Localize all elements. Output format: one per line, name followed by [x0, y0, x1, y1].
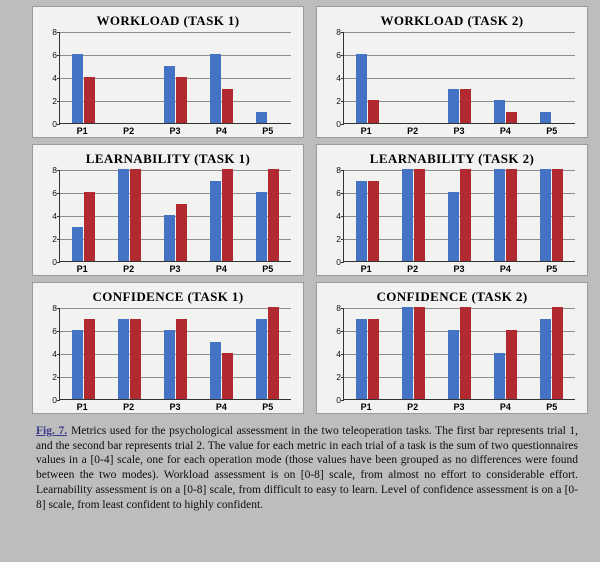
x-axis-tick-label: P5: [262, 402, 274, 412]
x-axis-tick-label: P4: [215, 264, 227, 274]
bar-group: [402, 32, 425, 123]
plot-area: [52, 303, 291, 405]
bar-trial2: [368, 100, 379, 123]
bar-group: [72, 308, 95, 399]
bar-group: [356, 170, 379, 261]
bar-group: [72, 32, 95, 123]
chart-panel: [316, 282, 588, 414]
y-axis-tick-label: 2: [336, 234, 341, 244]
bar-trial2: [552, 307, 563, 399]
bar-trial1: [356, 319, 367, 400]
bar-trial2: [506, 169, 517, 261]
x-axis-labels: [343, 264, 575, 274]
y-axis-tick-label: 6: [336, 326, 341, 336]
bar-trial1: [540, 112, 551, 124]
bar-trial1: [356, 54, 367, 123]
bar-trial1: [210, 181, 221, 262]
chart-panel: [32, 282, 304, 414]
x-axis-tick-label: P1: [360, 264, 372, 274]
chart-title: CONFIDENCE (TASK 1): [92, 289, 244, 304]
bar-group: [256, 308, 279, 399]
chart-title: LEARNABILITY (TASK 1): [85, 151, 251, 166]
bar-trial1: [540, 169, 551, 261]
x-axis-tick-label: P5: [546, 126, 558, 136]
y-axis-tick-label: 8: [52, 303, 57, 313]
x-axis-tick-label: P3: [169, 402, 181, 412]
bar-trial2: [368, 181, 379, 262]
bar-group: [210, 170, 233, 261]
y-axis-tick-label: 2: [52, 96, 57, 106]
bar-trial2: [222, 169, 233, 261]
y-axis-tick-label: 6: [336, 50, 341, 60]
y-axis-tick-label: 6: [52, 50, 57, 60]
x-axis-tick-label: P3: [453, 402, 465, 412]
y-axis-tick-label: 0: [336, 119, 341, 129]
x-axis-tick-label: P4: [215, 402, 227, 412]
bar-group: [402, 308, 425, 399]
bar-trial2: [414, 307, 425, 399]
y-axis-tick-label: 2: [336, 96, 341, 106]
x-axis-tick-label: P1: [360, 402, 372, 412]
y-axis-tick-label: 0: [52, 119, 57, 129]
x-axis-labels: [59, 402, 291, 412]
bar-group: [210, 32, 233, 123]
y-axis-tick-label: 8: [52, 165, 57, 175]
bar-trial2: [368, 319, 379, 400]
figure-label: Fig. 7.: [36, 425, 68, 437]
x-axis-tick-label: P3: [169, 126, 181, 136]
x-axis-tick-label: P4: [215, 126, 227, 136]
bar-trial2: [268, 307, 279, 399]
y-axis-tick-mark: [57, 124, 60, 125]
chart-grid: [32, 6, 590, 414]
plot-area: [52, 27, 291, 129]
plot-area: [52, 165, 291, 267]
y-axis-tick-label: 8: [336, 165, 341, 175]
bar-group: [256, 32, 279, 123]
chart-title: CONFIDENCE (TASK 2): [376, 289, 528, 304]
bar-group: [402, 170, 425, 261]
bar-trial2: [176, 319, 187, 400]
bar-trial2: [130, 319, 141, 400]
x-axis-tick-label: P2: [123, 264, 135, 274]
bar-trial1: [448, 192, 459, 261]
bar-trial1: [448, 330, 459, 399]
x-axis-tick-label: P2: [407, 402, 419, 412]
bar-group: [164, 32, 187, 123]
bar-group: [540, 32, 563, 123]
bar-trial1: [494, 169, 505, 261]
chart-panel: [316, 144, 588, 276]
x-axis-tick-label: P1: [360, 126, 372, 136]
bar-trial1: [494, 353, 505, 399]
x-axis-tick-label: P5: [546, 264, 558, 274]
bar-group: [118, 170, 141, 261]
y-axis-tick-label: 8: [336, 27, 341, 37]
bar-groups: [344, 308, 575, 399]
x-axis-labels: [59, 126, 291, 136]
bar-trial2: [84, 77, 95, 123]
bar-trial1: [494, 100, 505, 123]
bar-group: [356, 308, 379, 399]
y-axis-tick-label: 0: [336, 395, 341, 405]
x-axis-tick-label: P4: [499, 402, 511, 412]
chart-title: WORKLOAD (TASK 1): [96, 13, 240, 28]
y-axis-tick-label: 2: [336, 372, 341, 382]
bar-trial2: [84, 319, 95, 400]
bar-trial2: [506, 112, 517, 124]
y-axis-tick-label: 4: [52, 349, 57, 359]
bar-trial1: [256, 192, 267, 261]
bar-trial2: [460, 169, 471, 261]
bar-trial2: [460, 89, 471, 124]
bar-trial2: [222, 353, 233, 399]
bar-groups: [60, 32, 291, 123]
bar-trial2: [222, 89, 233, 124]
bar-trial1: [210, 342, 221, 400]
y-axis-tick-mark: [341, 124, 344, 125]
y-axis-tick-label: 8: [52, 27, 57, 37]
bar-trial1: [256, 112, 267, 124]
x-axis-tick-label: P2: [123, 126, 135, 136]
chart-panel: [32, 6, 304, 138]
bar-group: [448, 170, 471, 261]
bar-group: [448, 308, 471, 399]
y-axis-tick-label: 0: [336, 257, 341, 267]
bar-trial1: [164, 66, 175, 124]
x-axis-tick-label: P3: [453, 264, 465, 274]
bar-trial1: [118, 169, 129, 261]
bar-group: [494, 32, 517, 123]
bar-groups: [60, 308, 291, 399]
x-axis-tick-label: P1: [76, 264, 88, 274]
bar-group: [210, 308, 233, 399]
bar-group: [72, 170, 95, 261]
y-axis-tick-label: 4: [336, 73, 341, 83]
bar-groups: [344, 32, 575, 123]
bar-trial1: [72, 54, 83, 123]
bar-trial1: [402, 307, 413, 399]
x-axis-tick-label: P4: [499, 126, 511, 136]
x-axis-tick-label: P2: [407, 126, 419, 136]
bar-trial2: [414, 169, 425, 261]
bar-trial2: [130, 169, 141, 261]
bar-trial1: [164, 215, 175, 261]
bar-groups: [60, 170, 291, 261]
chart-title: WORKLOAD (TASK 2): [380, 13, 524, 28]
bar-trial1: [540, 319, 551, 400]
x-axis-tick-label: P5: [546, 402, 558, 412]
x-axis-tick-label: P1: [76, 126, 88, 136]
y-axis-tick-label: 4: [336, 349, 341, 359]
bar-trial1: [72, 227, 83, 262]
x-axis-labels: [59, 264, 291, 274]
y-axis-tick-label: 6: [336, 188, 341, 198]
bar-trial2: [268, 169, 279, 261]
bar-trial1: [210, 54, 221, 123]
y-axis-tick-mark: [341, 262, 344, 263]
bar-group: [494, 170, 517, 261]
y-axis-tick-label: 0: [52, 395, 57, 405]
bar-trial1: [256, 319, 267, 400]
bar-group: [118, 308, 141, 399]
bar-group: [356, 32, 379, 123]
bar-group: [540, 308, 563, 399]
figure-caption: [36, 424, 578, 512]
figure-caption-text: Metrics used for the psychological assessment in the two teleoperation tasks. The first bar represents trial 1, and the second bar represents trial 2. The value for each metric in each trial of a task is the sum of two questionnaires values in a [0-4] scale, one for each operation mode (those values have been grouped as no differences were found between the two modes). Workload assessment is on [0-8] scale, from almost no effort to considerable effort. Learnability assessment is on a [0-8] scale, from difficult to easy to learn. Level of confidence assessment is on a [0-8] scale, from least confident to highly confident.: [36, 425, 578, 511]
plot-area: [336, 165, 575, 267]
chart-panel: [316, 6, 588, 138]
bar-group: [118, 32, 141, 123]
bar-group: [164, 308, 187, 399]
bar-group: [494, 308, 517, 399]
bar-group: [448, 32, 471, 123]
x-axis-tick-label: P4: [499, 264, 511, 274]
x-axis-tick-label: P5: [262, 264, 274, 274]
y-axis-tick-label: 2: [52, 372, 57, 382]
bar-trial1: [402, 169, 413, 261]
x-axis-tick-label: P3: [169, 264, 181, 274]
bar-trial1: [448, 89, 459, 124]
y-axis-tick-label: 0: [52, 257, 57, 267]
bar-group: [540, 170, 563, 261]
x-axis-tick-label: P5: [262, 126, 274, 136]
y-axis-tick-label: 6: [52, 326, 57, 336]
y-axis-tick-mark: [57, 400, 60, 401]
bar-trial2: [176, 204, 187, 262]
bar-groups: [344, 170, 575, 261]
y-axis-tick-label: 8: [336, 303, 341, 313]
bar-group: [256, 170, 279, 261]
bar-trial2: [506, 330, 517, 399]
y-axis-tick-label: 4: [52, 73, 57, 83]
x-axis-tick-label: P3: [453, 126, 465, 136]
bar-trial2: [552, 169, 563, 261]
x-axis-tick-label: P2: [407, 264, 419, 274]
bar-trial1: [356, 181, 367, 262]
bar-trial2: [84, 192, 95, 261]
y-axis-tick-mark: [341, 400, 344, 401]
plot-area: [336, 27, 575, 129]
bar-trial2: [176, 77, 187, 123]
bar-trial1: [72, 330, 83, 399]
y-axis-tick-label: 2: [52, 234, 57, 244]
x-axis-tick-label: P2: [123, 402, 135, 412]
y-axis-tick-mark: [57, 262, 60, 263]
y-axis-tick-label: 6: [52, 188, 57, 198]
chart-title: LEARNABILITY (TASK 2): [369, 151, 535, 166]
chart-panel: [32, 144, 304, 276]
x-axis-labels: [343, 126, 575, 136]
y-axis-tick-label: 4: [52, 211, 57, 221]
bar-trial1: [164, 330, 175, 399]
bar-trial2: [460, 307, 471, 399]
plot-area: [336, 303, 575, 405]
x-axis-tick-label: P1: [76, 402, 88, 412]
bar-trial1: [118, 319, 129, 400]
y-axis-tick-label: 4: [336, 211, 341, 221]
x-axis-labels: [343, 402, 575, 412]
bar-group: [164, 170, 187, 261]
